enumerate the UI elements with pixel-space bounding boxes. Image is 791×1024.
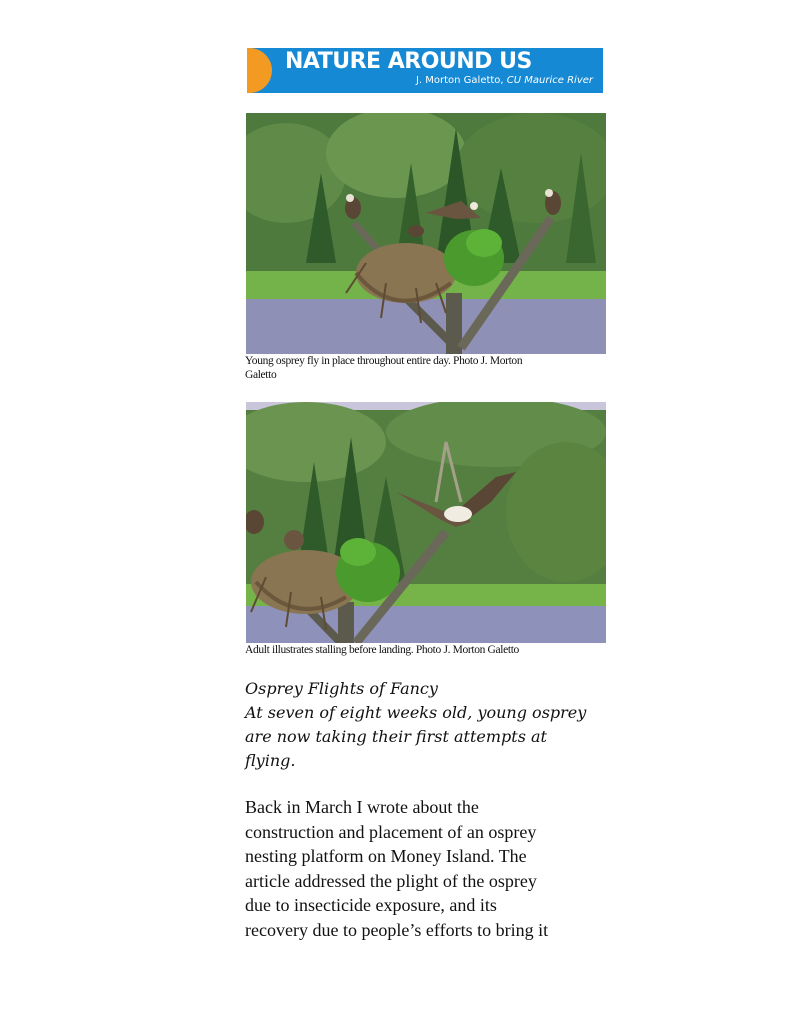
photo-young-osprey (246, 113, 606, 354)
photo-1-caption (245, 354, 607, 382)
headline-line: are now taking their first attempts at (245, 727, 547, 746)
photo-1-caption-line: Galetto (245, 369, 277, 381)
header-banner (247, 48, 603, 93)
body-line: construction and placement of an osprey (245, 821, 537, 842)
headline-line: flying. (245, 751, 296, 770)
photo-2-caption (245, 643, 607, 657)
body-line: recovery due to people’s efforts to bring it (245, 919, 549, 940)
body-line: article addressed the plight of the osprey (245, 870, 537, 891)
body-line: Back in March I wrote about the (245, 797, 479, 817)
photo-adult-osprey (246, 402, 606, 643)
banner-byline (416, 75, 593, 86)
headline-line: Osprey Flights of Fancy (245, 679, 438, 698)
banner-author: J. Morton Galetto, (415, 75, 504, 86)
headline-line: At seven of eight weeks old, young osprey (245, 703, 587, 722)
article-body (245, 795, 615, 942)
orange-circle-logo (247, 48, 272, 93)
body-line: due to insecticide exposure, and its (245, 895, 497, 915)
article-headline (245, 677, 615, 773)
photo-2-caption-line: Adult illustrates stalling before landing. Photo J. Morton Galetto (245, 644, 519, 656)
banner-title: NATURE AROUND US (285, 49, 532, 74)
banner-affiliation: CU Maurice River (506, 75, 593, 86)
body-line: nesting platform on Money Island. The (245, 846, 527, 866)
photo-1-caption-line: Young osprey fly in place throughout entire day. Photo J. Morton (245, 355, 523, 367)
